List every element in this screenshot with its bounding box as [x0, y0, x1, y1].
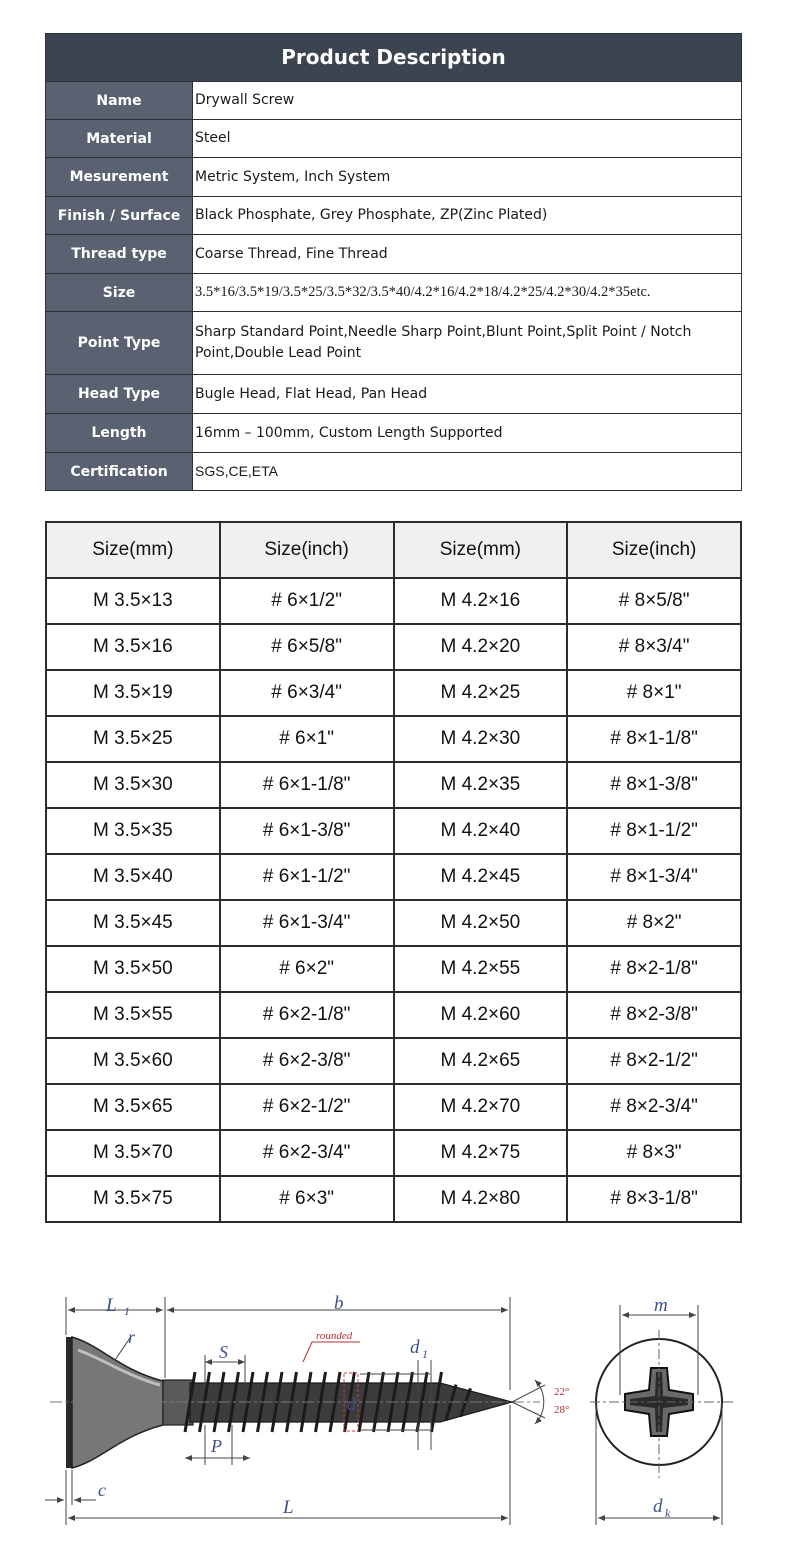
- size-cell: # 6×1-3/8": [220, 808, 394, 854]
- size-cell: # 8×1-3/8": [567, 762, 741, 808]
- size-row: [46, 900, 741, 946]
- row-key: Name: [46, 82, 193, 119]
- size-cell: M 3.5×55: [46, 992, 220, 1038]
- size-cell: M 3.5×16: [46, 624, 220, 670]
- table-row: [46, 273, 741, 311]
- size-table-header: [46, 522, 741, 578]
- size-row: [46, 716, 741, 762]
- size-cell: M 4.2×50: [394, 900, 568, 946]
- label-l1-sub: 1: [124, 1304, 130, 1318]
- column-header: Size(inch): [567, 522, 741, 578]
- size-cell: # 6×3/4": [220, 670, 394, 716]
- label-l: L: [283, 1497, 294, 1518]
- size-cell: M 4.2×60: [394, 992, 568, 1038]
- row-value: 16mm – 100mm, Custom Length Supported: [195, 424, 503, 441]
- size-cell: # 6×1-1/8": [220, 762, 394, 808]
- size-row: [46, 808, 741, 854]
- size-cell: # 8×2": [567, 900, 741, 946]
- screw-side-view: [50, 1337, 540, 1468]
- size-row: [46, 578, 741, 624]
- size-cell: # 6×3": [220, 1176, 394, 1222]
- row-value: SGS,CE,ETA: [195, 463, 278, 479]
- size-cell: M 4.2×80: [394, 1176, 568, 1222]
- row-key: Head Type: [46, 375, 193, 413]
- size-cell: # 8×1-1/2": [567, 808, 741, 854]
- row-key: Point Type: [46, 312, 193, 374]
- size-row: [46, 1130, 741, 1176]
- label-c: c: [98, 1480, 106, 1500]
- size-cell: M 3.5×60: [46, 1038, 220, 1084]
- row-value: Drywall Screw: [195, 92, 295, 108]
- size-row: [46, 1176, 741, 1222]
- label-s: S: [219, 1342, 228, 1362]
- label-d: d: [347, 1394, 356, 1414]
- column-header: Size(mm): [394, 522, 568, 578]
- table-row: [46, 413, 741, 452]
- row-value: 3.5*16/3.5*19/3.5*25/3.5*32/3.5*40/4.2*16/4.2*18/4.2*25/4.2*30/4.2*35etc.: [195, 284, 651, 300]
- row-key: Mesurement: [46, 158, 193, 196]
- size-cell: M 3.5×65: [46, 1084, 220, 1130]
- size-row: [46, 992, 741, 1038]
- row-key: Material: [46, 120, 193, 157]
- size-row: [46, 854, 741, 900]
- size-cell: # 6×2-3/8": [220, 1038, 394, 1084]
- size-cell: M 4.2×20: [394, 624, 568, 670]
- size-row: [46, 624, 741, 670]
- label-b: b: [334, 1293, 344, 1314]
- row-value: Coarse Thread, Fine Thread: [195, 245, 388, 262]
- table-row: [46, 311, 741, 374]
- size-cell: # 6×2": [220, 946, 394, 992]
- row-key: Thread type: [46, 235, 193, 273]
- size-cell: M 3.5×70: [46, 1130, 220, 1176]
- size-cell: M 4.2×55: [394, 946, 568, 992]
- size-cell: M 4.2×16: [394, 578, 568, 624]
- size-cell: M 4.2×35: [394, 762, 568, 808]
- size-cell: # 8×3-1/8": [567, 1176, 741, 1222]
- size-cell: # 6×1/2": [220, 578, 394, 624]
- size-cell: # 6×2-1/8": [220, 992, 394, 1038]
- size-cell: # 8×2-1/8": [567, 946, 741, 992]
- label-d1-sub: 1: [422, 1347, 428, 1361]
- size-cell: # 8×1-1/8": [567, 716, 741, 762]
- size-row: [46, 1038, 741, 1084]
- column-header: Size(mm): [46, 522, 220, 578]
- size-cell: M 3.5×30: [46, 762, 220, 808]
- size-cell: M 3.5×19: [46, 670, 220, 716]
- size-table: [45, 521, 742, 1223]
- row-key: Certification: [46, 453, 193, 490]
- size-cell: # 8×5/8": [567, 578, 741, 624]
- row-key: Finish / Surface: [46, 197, 193, 234]
- size-cell: # 8×3": [567, 1130, 741, 1176]
- product-description-table: [45, 33, 742, 491]
- row-value: Steel: [195, 130, 231, 146]
- label-d1: d: [410, 1337, 420, 1358]
- size-cell: # 6×1-1/2": [220, 854, 394, 900]
- size-row: [46, 1084, 741, 1130]
- table-row: [46, 157, 741, 196]
- label-rounded: rounded: [316, 1330, 353, 1342]
- row-value: Metric System, Inch System: [195, 168, 391, 185]
- row-value: Bugle Head, Flat Head, Pan Head: [195, 385, 428, 402]
- row-key: Length: [46, 414, 193, 452]
- table-row: [46, 81, 741, 119]
- size-cell: M 3.5×13: [46, 578, 220, 624]
- size-cell: # 8×2-3/8": [567, 992, 741, 1038]
- size-cell: M 3.5×25: [46, 716, 220, 762]
- size-row: [46, 762, 741, 808]
- size-cell: # 8×1": [567, 670, 741, 716]
- label-m: m: [654, 1295, 668, 1316]
- size-cell: # 8×3/4": [567, 624, 741, 670]
- size-cell: # 6×5/8": [220, 624, 394, 670]
- size-row: [46, 670, 741, 716]
- table-row: [46, 196, 741, 234]
- table-row: [46, 119, 741, 157]
- label-l1: L: [106, 1295, 117, 1316]
- size-cell: M 4.2×75: [394, 1130, 568, 1176]
- size-row: [46, 946, 741, 992]
- table-row: [46, 234, 741, 273]
- table-row: [46, 452, 741, 490]
- column-header: Size(inch): [220, 522, 394, 578]
- label-dk-sub: k: [665, 1506, 671, 1520]
- size-cell: M 3.5×40: [46, 854, 220, 900]
- label-r: r: [128, 1327, 136, 1347]
- size-cell: # 8×2-3/4": [567, 1084, 741, 1130]
- label-angle-28: 28°: [554, 1404, 570, 1416]
- size-cell: M 4.2×25: [394, 670, 568, 716]
- size-cell: M 3.5×45: [46, 900, 220, 946]
- table-row: [46, 374, 741, 413]
- size-cell: M 4.2×65: [394, 1038, 568, 1084]
- size-cell: M 4.2×30: [394, 716, 568, 762]
- size-cell: M 4.2×40: [394, 808, 568, 854]
- screw-head-end-view: [590, 1305, 735, 1525]
- size-cell: # 6×2-1/2": [220, 1084, 394, 1130]
- row-value: Black Phosphate, Grey Phosphate, ZP(Zinc Plated): [195, 207, 548, 223]
- size-cell: # 6×2-3/4": [220, 1130, 394, 1176]
- label-angle-22: 22°: [554, 1386, 570, 1398]
- size-cell: # 8×2-1/2": [567, 1038, 741, 1084]
- size-cell: M 3.5×35: [46, 808, 220, 854]
- size-cell: M 3.5×50: [46, 946, 220, 992]
- table-title: Product Description: [46, 34, 741, 81]
- size-cell: M 3.5×75: [46, 1176, 220, 1222]
- size-cell: M 4.2×45: [394, 854, 568, 900]
- size-table-body: [46, 578, 741, 1222]
- size-cell: # 6×1": [220, 716, 394, 762]
- size-cell: # 6×1-3/4": [220, 900, 394, 946]
- label-dk: d: [653, 1496, 663, 1517]
- label-p: P: [211, 1436, 222, 1456]
- row-value: Sharp Standard Point,Needle Sharp Point,Blunt Point,Split Point / Notch Point,Double Lead Point: [195, 324, 692, 361]
- size-cell: M 4.2×70: [394, 1084, 568, 1130]
- screw-diagram: [0, 1280, 790, 1561]
- row-key: Size: [46, 274, 193, 311]
- size-cell: # 8×1-3/4": [567, 854, 741, 900]
